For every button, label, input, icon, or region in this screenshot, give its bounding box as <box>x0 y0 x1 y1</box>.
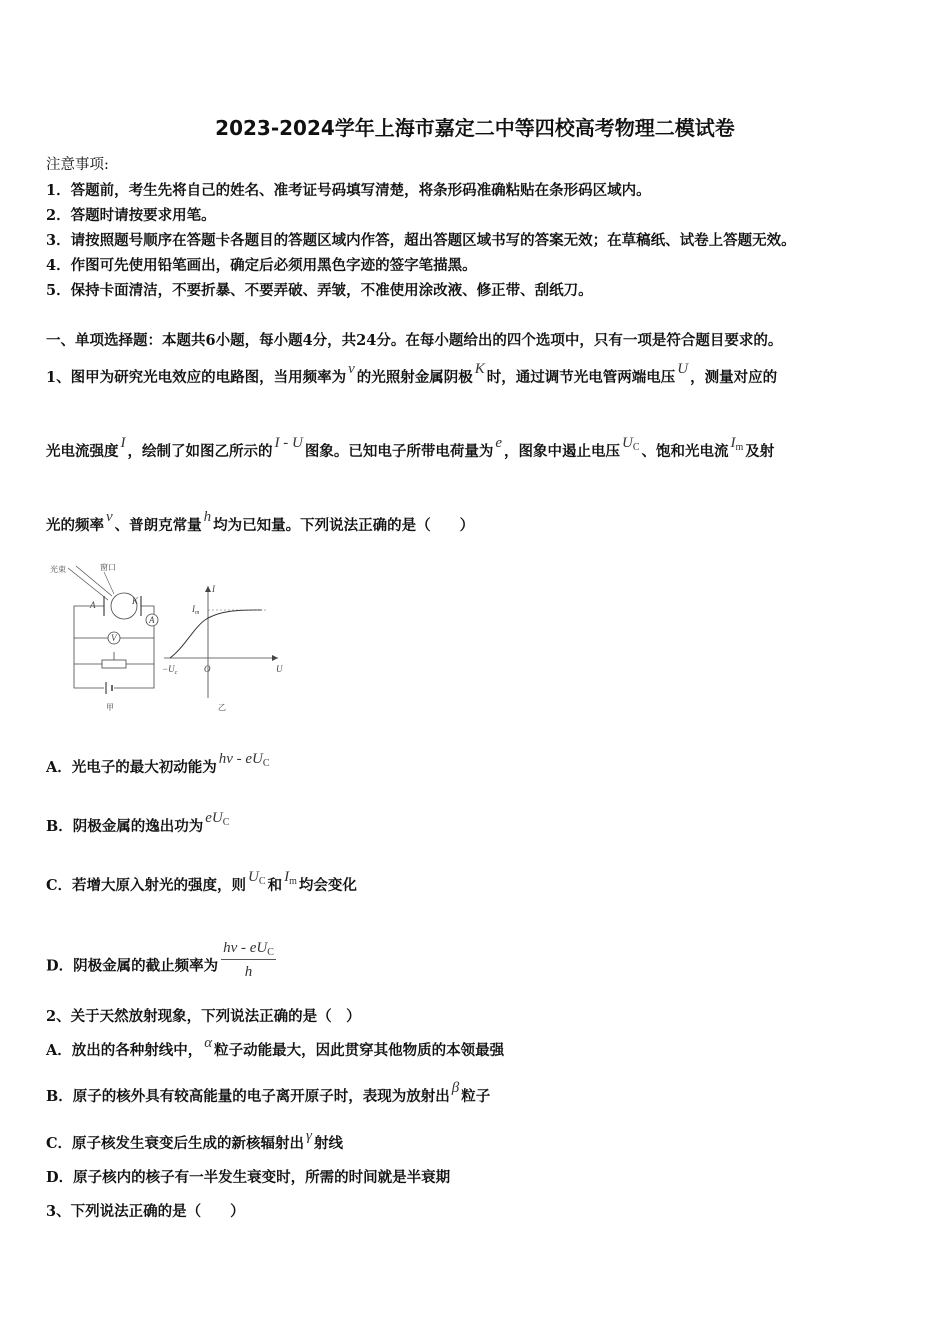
q2-b-text-end: 粒子 <box>461 1088 491 1105</box>
q2-stem: 2、关于天然放射现象，下列说法正确的是（ ） <box>46 1008 361 1025</box>
math-I-U: I - U <box>274 435 303 451</box>
math-uc-sub: C <box>258 876 266 887</box>
option-c-text: C．若增大原入射光的强度，则 <box>46 877 247 894</box>
math-Im-sub: m <box>735 442 744 453</box>
q1-option-a <box>46 751 272 777</box>
label-im-base: I <box>192 604 195 614</box>
math-uc-base: U <box>248 869 259 885</box>
notice-item-3: 3．请按照题号顺序在答题卡各题目的答题区域内作答，超出答题区域书写的答案无效；在草稿纸、试卷上答题无效。 <box>46 232 796 249</box>
q1-text: 均为已知量。下列说法正确的是（ ） <box>213 517 475 534</box>
label-anode: A <box>90 600 96 610</box>
math-v: v <box>106 509 113 525</box>
page-title: 2023-2024学年上海市嘉定二中等四校高考物理二模试卷 <box>215 116 735 140</box>
math-euc-sub: C <box>222 817 230 828</box>
q1-option-c <box>46 869 357 895</box>
math-I: I <box>120 435 126 451</box>
section-heading: 一、单项选择题：本题共6小题，每小题4分，共24分。在每小题给出的四个选项中，只有一项是符合题目要求的。 <box>46 332 783 349</box>
math-Im-base: I <box>730 435 736 451</box>
circuit-and-graph-figure <box>46 556 296 716</box>
label-window: 窗口 <box>100 563 116 572</box>
label-im <box>191 604 200 616</box>
math-Uc-sub: C <box>632 442 640 453</box>
math-im <box>284 869 297 885</box>
q1-text: 、饱和光电流 <box>641 443 729 460</box>
q2-a-text: A．放出的各种射线中， <box>46 1042 203 1059</box>
label-cathode: K <box>132 596 139 606</box>
label-i-axis: I <box>212 584 215 594</box>
q2-b-text: B．原子的核外具有较高能量的电子离开原子时，表现为放射出 <box>46 1088 450 1105</box>
math-v: v <box>348 361 355 377</box>
i-axis-arrow <box>205 586 211 592</box>
fraction-numerator <box>221 940 276 960</box>
math-e: e <box>495 435 502 451</box>
rheostat-icon <box>102 660 126 668</box>
q2-option-d: D．原子核内的核子有一半发生衰变时，所需的时间就是半衰期 <box>46 1169 451 1186</box>
math-hv-euc-base: hv - eU <box>218 751 263 767</box>
math-uc <box>248 869 266 885</box>
fraction-numerator-sub: C <box>267 947 274 958</box>
q1-figure <box>46 556 296 716</box>
math-Uc-base: U <box>622 435 633 451</box>
math-K: K <box>474 361 485 377</box>
label-neg-uc-sub: c <box>174 670 178 676</box>
label-voltmeter: V <box>111 633 117 643</box>
notice-item-2: 2．答题时请按要求用笔。 <box>46 207 216 224</box>
q1-text: ，图象中遏止电压 <box>504 443 620 460</box>
notice-heading: 注意事项: <box>46 157 109 173</box>
fraction-denominator: h <box>244 964 253 980</box>
light-ray-1 <box>68 568 108 600</box>
q1-line-3 <box>46 509 475 535</box>
label-yi: 乙 <box>218 703 226 712</box>
math-im-sub: m <box>289 876 297 887</box>
math-hv-euc-sub: C <box>262 758 270 769</box>
label-ammeter: A <box>149 615 155 625</box>
q1-line-2 <box>46 435 775 461</box>
label-origin: O <box>204 664 211 674</box>
option-c-mid: 和 <box>267 877 283 894</box>
option-b-text: B．阴极金属的逸出功为 <box>46 818 204 835</box>
q1-text: 光电流强度 <box>46 443 119 460</box>
math-alpha: α <box>204 1035 213 1051</box>
math-im-base: I <box>284 869 290 885</box>
math-fraction <box>221 940 276 981</box>
q3-stem: 3、下列说法正确的是（ ） <box>46 1203 245 1220</box>
q1-text: ，测量对应的 <box>690 369 778 386</box>
q1-option-d <box>46 940 276 987</box>
math-U: U <box>677 361 689 377</box>
q1-option-b <box>46 810 231 836</box>
q1-text: ，绘制了如图乙所示的 <box>127 443 273 460</box>
math-beta: β <box>451 1080 460 1096</box>
option-c-end: 均会变化 <box>298 877 357 894</box>
q1-text: 时，通过调节光电管两端电压 <box>486 369 676 386</box>
q1-text: 光的频率 <box>46 517 104 534</box>
q1-line-1 <box>46 361 778 387</box>
math-gamma: γ <box>306 1128 312 1144</box>
label-neg-uc-base: −U <box>162 664 175 674</box>
math-euc <box>205 810 229 826</box>
math-h: h <box>203 509 212 525</box>
label-light-beam: 光束 <box>50 565 66 574</box>
q2-c-text-end: 射线 <box>313 1135 343 1152</box>
fraction-numerator-base: hv - eU <box>223 940 268 956</box>
notice-item-1: 1．答题前，考生先将自己的姓名、准考证号码填写清楚，将条形码准确粘贴在条形码区域内。 <box>46 182 651 199</box>
q2-a-text-end: 粒子动能最大，因此贯穿其他物质的本领最强 <box>214 1042 505 1059</box>
q1-text: 及射 <box>745 443 775 460</box>
notice-item-4: 4．作图可先使用铅笔画出，确定后必须用黑色字迹的签字笔描黑。 <box>46 257 477 274</box>
notice-item-5: 5．保持卡面清洁，不要折暴、不要弄破、弄皱，不准使用涂改液、修正带、刮纸刀。 <box>46 282 593 299</box>
q1-text: 图象。已知电子所带电荷量为 <box>304 443 494 460</box>
q2-c-text: C．原子核发生衰变后生成的新核辐射出 <box>46 1135 305 1152</box>
label-im-sub: m <box>195 610 200 616</box>
option-d-text: D．阴极金属的截止频率为 <box>46 957 219 975</box>
math-hv-euc <box>219 751 270 767</box>
q1-text: 、普朗克常量 <box>114 517 202 534</box>
q2-option-c <box>46 1128 343 1153</box>
u-axis-arrow <box>272 655 278 661</box>
math-Im <box>731 435 744 451</box>
label-neg-uc <box>162 664 178 676</box>
label-u-axis: U <box>276 664 283 674</box>
q2-option-a <box>46 1035 505 1060</box>
i-u-curve <box>170 610 262 658</box>
option-a-text: A．光电子的最大初动能为 <box>46 759 217 776</box>
label-jia: 甲 <box>106 703 114 712</box>
q1-text: 1、图甲为研究光电效应的电路图，当用频率为 <box>46 369 347 386</box>
circuit-left-wire <box>74 606 104 688</box>
q2-option-b <box>46 1080 491 1106</box>
math-Uc <box>622 435 640 451</box>
math-euc-base: eU <box>205 810 223 826</box>
q1-text: 的光照射金属阴极 <box>356 369 473 386</box>
